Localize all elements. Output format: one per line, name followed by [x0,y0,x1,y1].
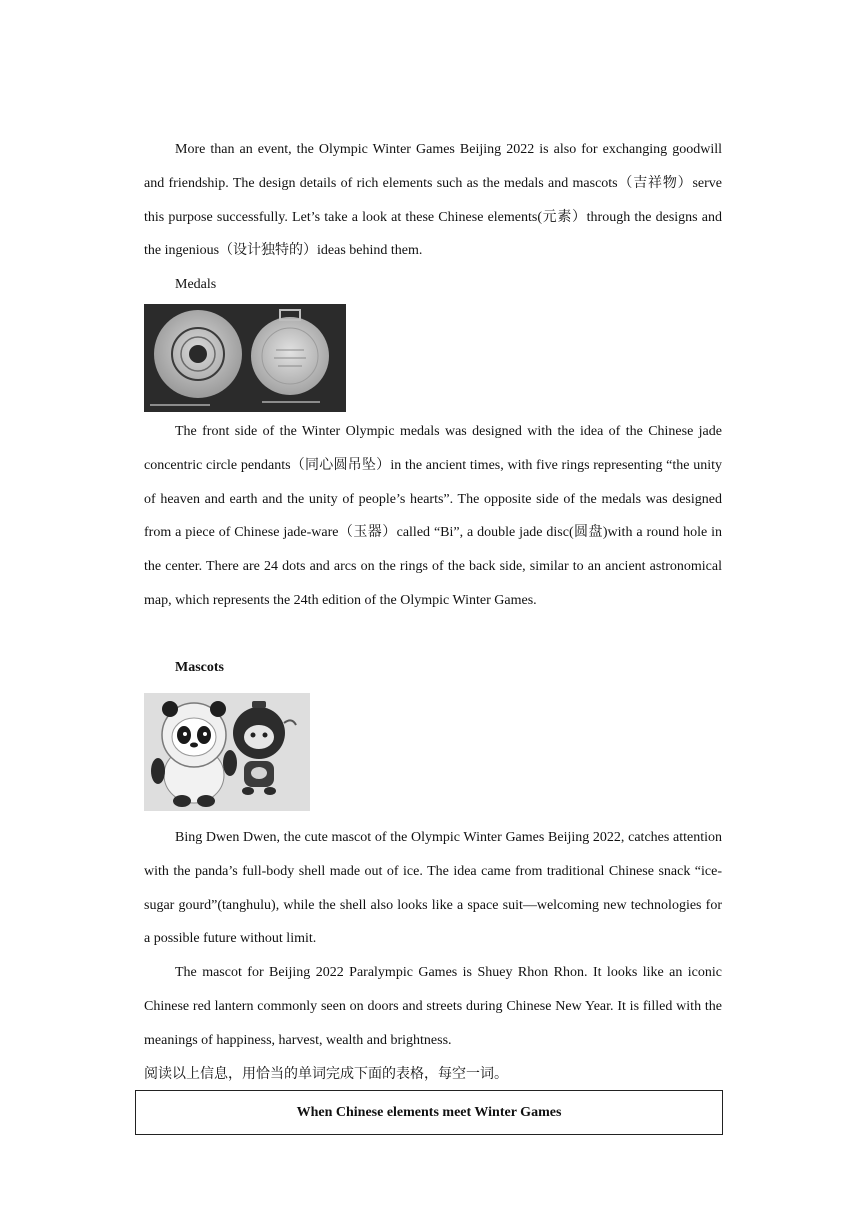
mascots-paragraph-1: Bing Dwen Dwen, the cute mascot of the Olympic Winter Games Beijing 2022, catches attention with the panda’s full-body shell made out of ice. The idea came from traditional Chinese snack “ice-sugar gourd”(tanghulu), while the shell also looks like a space suit—welcoming new technologies for a possible future without limit. [144,830,722,947]
medals-paragraph: The front side of the Winter Olympic medals was designed with the idea of the Chinese jade concentric circle pendants（同心圆吊坠）in the ancient times, with five rings representing “the unity of heaven and earth and the unity of people’s hearts”. The opposite side of the medals was designed from a piece of Chinese jade-ware（玉器）called “Bi”, a double jade disc(圆盘)with a round hole in the center. There are 24 dots and arcs on the rings of the back side, similar to an ancient astronomical map, which represents the 24th edition of the Olympic Winter Games. [144,424,722,608]
table-title: When Chinese elements meet Winter Games [296,1104,562,1120]
intro-paragraph: More than an event, the Olympic Winter Games Beijing 2022 is also for exchanging goodwill and friendship. The design details of rich elements such as the medals and mascots（吉祥物）serve this purpose successfully. Let’s take a look at these Chinese elements(元素）through the designs and the ingenious（设计独特的）ideas behind them. [144,142,722,259]
mascots-photo [144,693,310,811]
answer-table [135,1090,723,1135]
instruction-text: 阅读以上信息，用恰当的单词完成下面的表格，每空一词。 [144,1066,508,1082]
mascots-paragraph-2: The mascot for Beijing 2022 Paralympic Games is Shuey Rhon Rhon. It looks like an iconic Chinese red lantern commonly seen on doors and streets during Chinese New Year. It is filled with the meanings of happiness, harvest, wealth and brightness. [144,965,722,1048]
medals-heading: Medals [175,277,217,292]
medals-photo [144,304,346,412]
mascots-heading: Mascots [175,660,224,675]
